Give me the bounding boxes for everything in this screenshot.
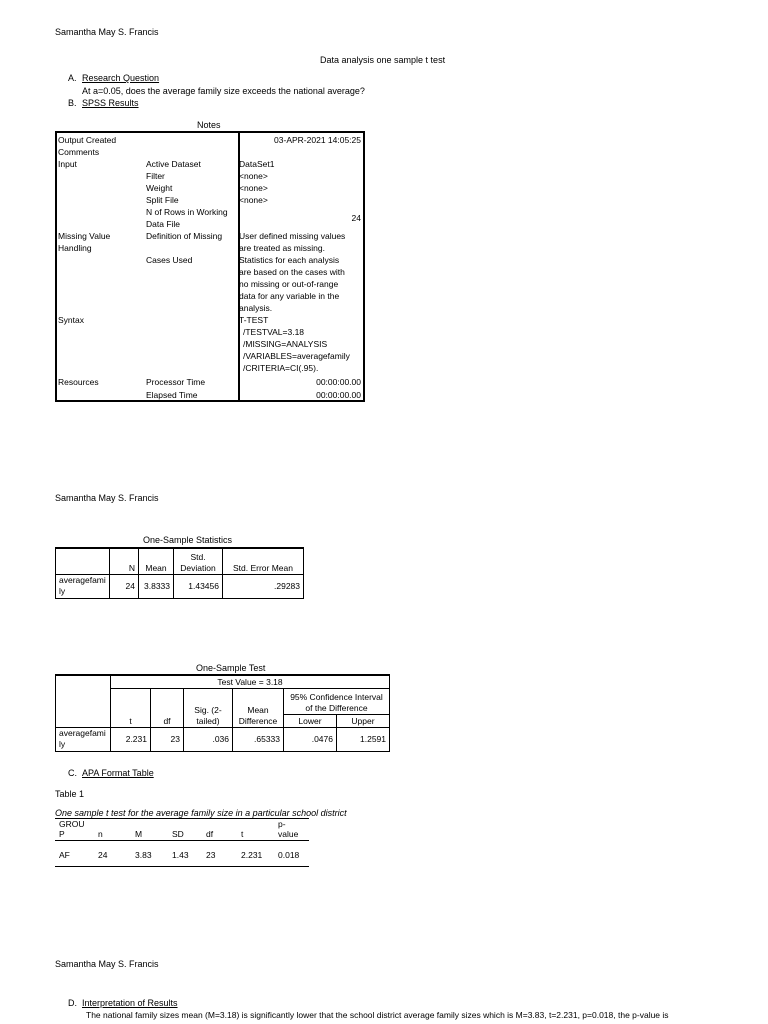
apa-header-n: n — [98, 829, 103, 839]
section-b-letter: B. — [68, 98, 77, 108]
stats-header-mean: Mean — [139, 548, 174, 574]
test-header-lower: Lower — [284, 714, 337, 727]
notes-missing-line1: Missing Value — [58, 231, 111, 241]
test-value-header: Test Value = 3.18 — [111, 675, 390, 688]
notes-elapsed-time-value: 00:00:00.00 — [316, 390, 361, 400]
test-row-label: averagefami ly — [56, 727, 111, 751]
notes-syntax-line: T-TEST — [239, 315, 269, 325]
notes-weight-value: <none> — [239, 183, 268, 193]
notes-definition-missing-value-line1: User defined missing values — [239, 231, 346, 241]
apa-cell-t: 2.231 — [241, 850, 263, 860]
stats-header-std-error: Std. Error Mean — [223, 548, 304, 574]
test-header-upper: Upper — [337, 714, 390, 727]
notes-cases-used-line: are based on the cases with — [239, 267, 345, 277]
notes-split-file: Split File — [146, 195, 179, 205]
apa-top-rule — [55, 818, 309, 819]
notes-table — [55, 131, 365, 402]
test-header-t: t — [111, 688, 151, 727]
notes-processor-time: Processor Time — [146, 377, 206, 387]
notes-active-dataset-value: DataSet1 — [239, 159, 275, 169]
interpretation-text: The national family sizes mean (M=3.18) is significantly lower that the school district average family sizes which is M=3.83, t=2.231, p=0.018, the p-value is — [86, 1010, 669, 1020]
author-name: Samantha May S. Francis — [55, 959, 159, 969]
apa-header-df: df — [206, 829, 214, 839]
stats-cell-std-dev: 1.43456 — [174, 574, 223, 598]
apa-cell-p: 0.018 — [278, 850, 300, 860]
notes-active-dataset: Active Dataset — [146, 159, 201, 169]
author-name: Samantha May S. Francis — [55, 493, 159, 503]
stats-row-label: averagefami ly — [56, 574, 110, 598]
notes-comments: Comments — [58, 147, 100, 157]
notes-elapsed-time: Elapsed Time — [146, 390, 198, 400]
one-sample-test-table — [55, 674, 390, 752]
section-b-title: SPSS Results — [82, 98, 139, 108]
apa-table-label: Table 1 — [55, 789, 85, 799]
apa-header-group: GROU P — [59, 819, 85, 839]
test-cell-upper: 1.2591 — [337, 727, 390, 751]
stats-cell-std-error: .29283 — [223, 574, 304, 598]
notes-filter-value: <none> — [239, 171, 268, 181]
apa-header-sd: SD — [172, 829, 184, 839]
stats-header-std-dev: Std. Deviation — [174, 548, 223, 574]
test-cell-t: 2.231 — [111, 727, 151, 751]
notes-output-created: Output Created — [58, 135, 117, 145]
notes-n-rows-line2: Data File — [146, 219, 181, 229]
one-sample-statistics-table — [55, 547, 304, 599]
notes-input: Input — [58, 159, 77, 169]
research-question-text: At a=0.05, does the average family size exceeds the national average? — [82, 86, 365, 96]
notes-missing-line2: Handling — [58, 243, 92, 253]
stats-table-title: One-Sample Statistics — [143, 535, 233, 545]
section-c-title: APA Format Table — [82, 768, 154, 778]
notes-syntax-line: /CRITERIA=CI(.95). — [243, 363, 319, 373]
notes-output-created-value: 03-APR-2021 14:05:25 — [274, 135, 361, 145]
stats-cell-mean: 3.8333 — [139, 574, 174, 598]
stats-cell-n: 24 — [110, 574, 139, 598]
author-name: Samantha May S. Francis — [55, 27, 159, 37]
notes-syntax-line: /VARIABLES=averagefamily — [243, 351, 350, 361]
notes-title: Notes — [197, 120, 221, 130]
test-header-ci: 95% Confidence Interval of the Difference — [284, 688, 390, 714]
test-cell-sig: .036 — [184, 727, 233, 751]
test-header-sig: Sig. (2- tailed) — [184, 688, 233, 727]
apa-cell-group: AF — [59, 850, 70, 860]
apa-cell-n: 24 — [98, 850, 108, 860]
notes-resources: Resources — [58, 377, 99, 387]
test-header-df: df — [151, 688, 184, 727]
apa-header-p: p- value — [278, 819, 299, 839]
notes-cases-used-line: Statistics for each analysis — [239, 255, 340, 265]
apa-cell-sd: 1.43 — [172, 850, 189, 860]
apa-table-caption: One sample t test for the average family size in a particular school district — [55, 808, 347, 818]
notes-n-rows-value: 24 — [351, 213, 361, 223]
notes-cases-used-line: analysis. — [239, 303, 273, 313]
section-d-letter: D. — [68, 998, 77, 1008]
test-table-title: One-Sample Test — [196, 663, 266, 673]
stats-header-n: N — [110, 548, 139, 574]
document-title: Data analysis one sample t test — [320, 55, 446, 65]
notes-cases-used-line: data for any variable in the — [239, 291, 340, 301]
notes-processor-time-value: 00:00:00.00 — [316, 377, 361, 387]
section-d-title: Interpretation of Results — [82, 998, 178, 1008]
apa-header-m: M — [135, 829, 143, 839]
section-a-letter: A. — [68, 73, 77, 83]
notes-syntax-line: /TESTVAL=3.18 — [243, 327, 305, 337]
notes-weight: Weight — [146, 183, 173, 193]
test-cell-df: 23 — [151, 727, 184, 751]
test-header-mean-diff: Mean Difference — [233, 688, 284, 727]
test-cell-mean-diff: .65333 — [233, 727, 284, 751]
apa-cell-df: 23 — [206, 850, 216, 860]
notes-filter: Filter — [146, 171, 165, 181]
section-c-letter: C. — [68, 768, 77, 778]
section-a-title: Research Question — [82, 73, 160, 83]
test-cell-lower: .0476 — [284, 727, 337, 751]
notes-split-file-value: <none> — [239, 195, 268, 205]
notes-definition-missing-value-line2: are treated as missing. — [239, 243, 325, 253]
apa-bottom-rule — [55, 866, 309, 867]
apa-header-t: t — [241, 829, 244, 839]
notes-syntax: Syntax — [58, 315, 84, 325]
apa-mid-rule — [55, 840, 309, 841]
notes-n-rows-line1: N of Rows in Working — [146, 207, 228, 217]
notes-syntax-line: /MISSING=ANALYSIS — [243, 339, 328, 349]
notes-cases-used-line: no missing or out-of-range — [239, 279, 339, 289]
apa-cell-m: 3.83 — [135, 850, 152, 860]
notes-cases-used: Cases Used — [146, 255, 193, 265]
notes-definition-missing: Definition of Missing — [146, 231, 223, 241]
